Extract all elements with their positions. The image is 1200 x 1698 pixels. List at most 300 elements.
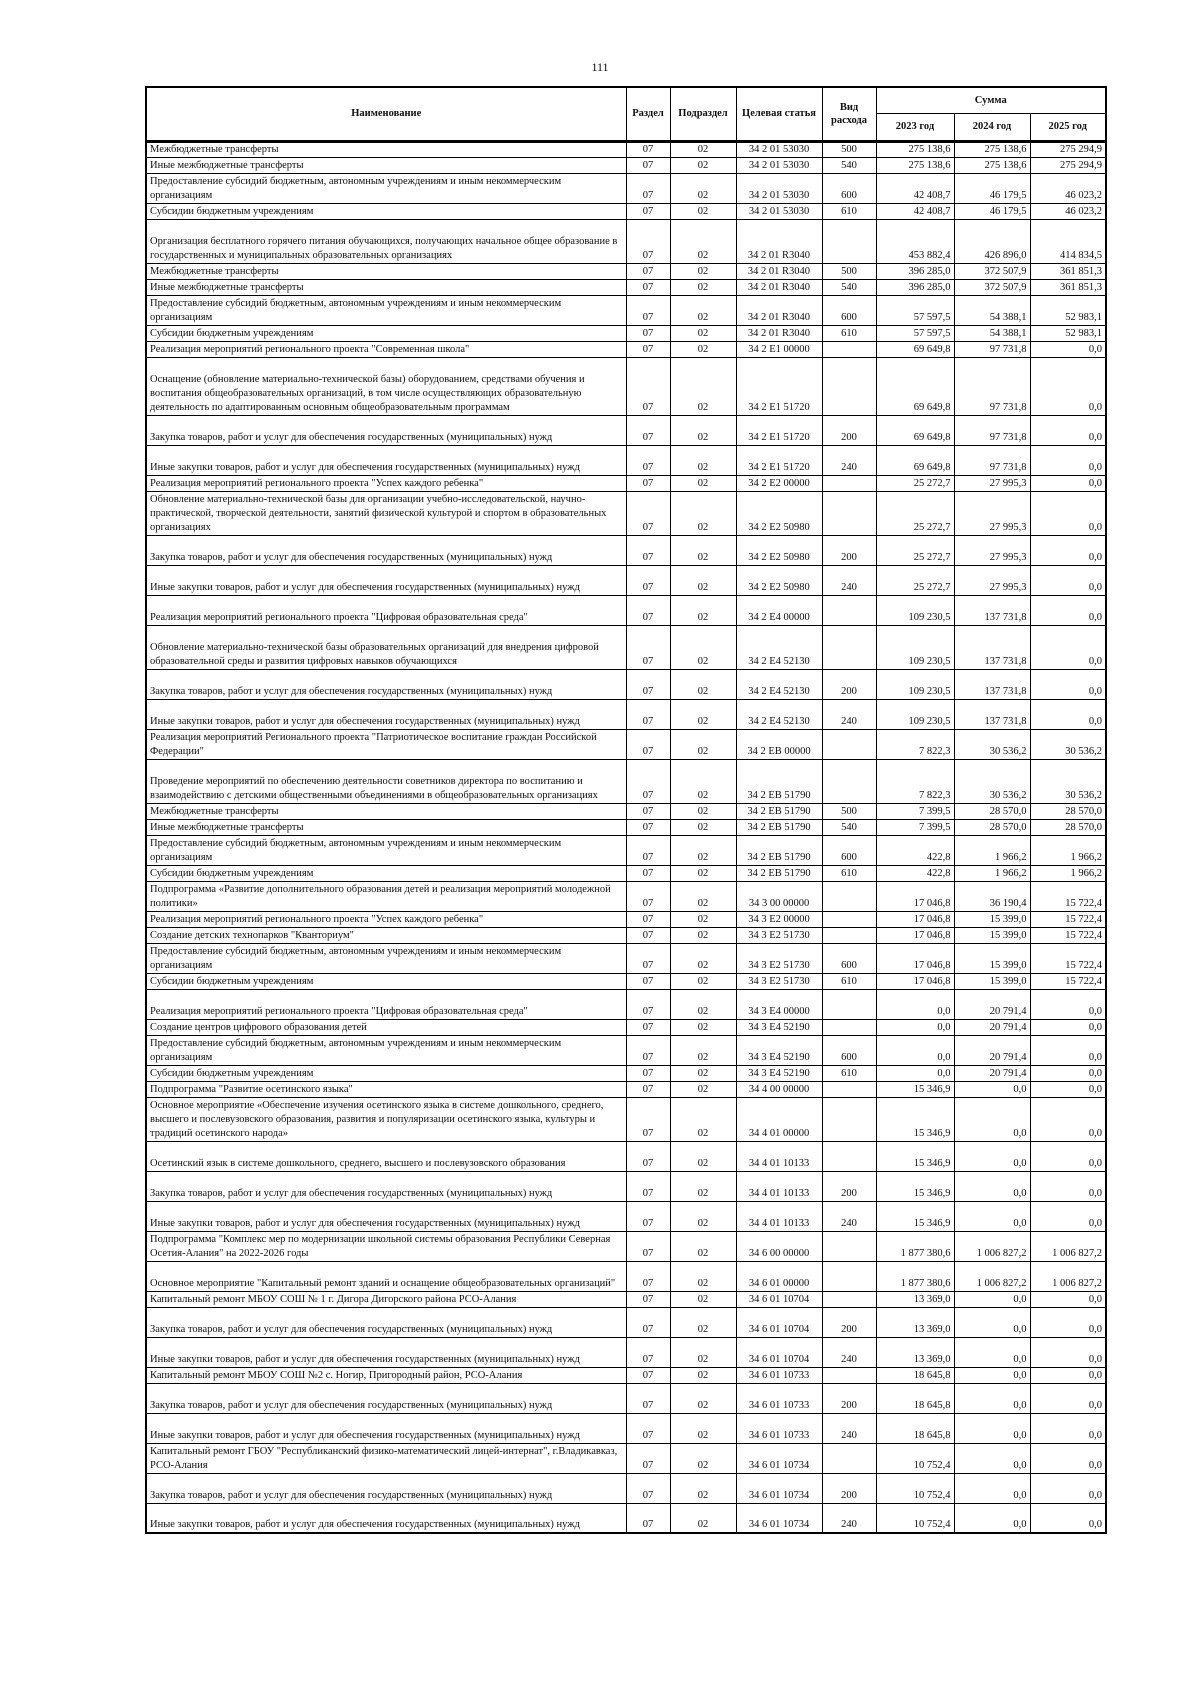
row-subsection: 02 [670,341,736,357]
row-expense-type [822,759,876,803]
row-sum-2025: 0,0 [1030,699,1106,729]
row-sum-2025: 0,0 [1030,1291,1106,1307]
row-name: Иные межбюджетные трансферты [146,819,626,835]
row-sum-2025: 0,0 [1030,595,1106,625]
row-subsection: 02 [670,835,736,865]
row-sum-2024: 15 399,0 [954,927,1030,943]
row-target-article: 34 2 E1 51720 [736,445,822,475]
row-sum-2024: 20 791,4 [954,1035,1030,1065]
row-sum-2024: 30 536,2 [954,759,1030,803]
row-subsection: 02 [670,803,736,819]
table-row [146,1081,1106,1097]
row-name: Межбюджетные трансферты [146,803,626,819]
row-sum-2023: 396 285,0 [876,279,954,295]
table-row [146,1473,1106,1503]
table-row [146,989,1106,1019]
row-expense-type: 610 [822,1065,876,1081]
row-name: Предоставление субсидий бюджетным, автономным учреждениям и иным некоммерческим организациям [146,943,626,973]
row-name: Субсидии бюджетным учреждениям [146,865,626,881]
row-target-article: 34 2 E2 00000 [736,475,822,491]
row-expense-type: 610 [822,865,876,881]
row-target-article: 34 6 01 10734 [736,1503,822,1533]
row-sum-2024: 275 138,6 [954,141,1030,157]
table-row [146,729,1106,759]
row-subsection: 02 [670,625,736,669]
row-sum-2023: 453 882,4 [876,219,954,263]
row-expense-type [822,491,876,535]
row-expense-type [822,1081,876,1097]
row-section: 07 [626,669,670,699]
row-section: 07 [626,865,670,881]
row-sum-2024: 54 388,1 [954,295,1030,325]
table-row [146,1019,1106,1035]
row-expense-type [822,927,876,943]
row-sum-2023: 18 645,8 [876,1383,954,1413]
table-row [146,1171,1106,1201]
row-target-article: 34 2 01 R3040 [736,325,822,341]
row-subsection: 02 [670,157,736,173]
row-sum-2024: 372 507,9 [954,263,1030,279]
row-sum-2023: 69 649,8 [876,415,954,445]
row-sum-2024: 1 006 827,2 [954,1231,1030,1261]
table-row [146,1503,1106,1533]
row-target-article: 34 2 E1 51720 [736,415,822,445]
row-sum-2023: 42 408,7 [876,203,954,219]
table-body [146,141,1106,1533]
row-sum-2023: 109 230,5 [876,669,954,699]
row-sum-2023: 0,0 [876,1065,954,1081]
row-sum-2024: 0,0 [954,1503,1030,1533]
row-name: Межбюджетные трансферты [146,263,626,279]
row-subsection: 02 [670,595,736,625]
row-subsection: 02 [670,491,736,535]
table-row [146,1307,1106,1337]
row-sum-2024: 97 731,8 [954,341,1030,357]
row-section: 07 [626,1231,670,1261]
table-row [146,973,1106,989]
row-subsection: 02 [670,1383,736,1413]
row-name: Предоставление субсидий бюджетным, автономным учреждениям и иным некоммерческим организациям [146,835,626,865]
row-sum-2025: 15 722,4 [1030,927,1106,943]
table-row [146,865,1106,881]
table-row [146,141,1106,157]
table-row [146,759,1106,803]
row-name: Обновление материально-технической базы образовательных организаций для внедрения цифровой образовательной среды и развития цифровых навыков обучающихся [146,625,626,669]
row-section: 07 [626,1097,670,1141]
row-sum-2023: 15 346,9 [876,1097,954,1141]
table-row [146,445,1106,475]
row-sum-2025: 0,0 [1030,491,1106,535]
row-sum-2025: 0,0 [1030,535,1106,565]
header-subsection: Подраздел [670,87,736,141]
row-sum-2025: 0,0 [1030,565,1106,595]
row-expense-type: 200 [822,1383,876,1413]
row-target-article: 34 2 EB 51790 [736,759,822,803]
row-sum-2023: 18 645,8 [876,1367,954,1383]
row-expense-type: 240 [822,1503,876,1533]
row-sum-2024: 0,0 [954,1367,1030,1383]
row-sum-2024: 1 966,2 [954,865,1030,881]
row-sum-2024: 27 995,3 [954,565,1030,595]
row-section: 07 [626,759,670,803]
row-target-article: 34 2 E4 52130 [736,625,822,669]
row-sum-2023: 15 346,9 [876,1201,954,1231]
row-sum-2024: 97 731,8 [954,415,1030,445]
row-expense-type: 200 [822,415,876,445]
row-subsection: 02 [670,1307,736,1337]
row-section: 07 [626,1367,670,1383]
row-subsection: 02 [670,669,736,699]
row-sum-2024: 36 190,4 [954,881,1030,911]
row-subsection: 02 [670,1443,736,1473]
row-name: Основное мероприятие "Капитальный ремонт зданий и оснащение общеобразовательных организаций" [146,1261,626,1291]
row-sum-2025: 1 006 827,2 [1030,1231,1106,1261]
row-sum-2023: 69 649,8 [876,341,954,357]
header-year-2025: 2025 год [1030,113,1106,141]
row-expense-type [822,1019,876,1035]
row-section: 07 [626,173,670,203]
row-name: Подпрограмма «Развитие дополнительного образования детей и реализация мероприятий молодежной политики» [146,881,626,911]
row-sum-2024: 0,0 [954,1081,1030,1097]
row-section: 07 [626,1383,670,1413]
row-sum-2023: 109 230,5 [876,699,954,729]
row-subsection: 02 [670,1065,736,1081]
row-expense-type: 200 [822,1307,876,1337]
row-subsection: 02 [670,219,736,263]
row-sum-2023: 57 597,5 [876,295,954,325]
row-sum-2023: 13 369,0 [876,1291,954,1307]
row-subsection: 02 [670,295,736,325]
row-section: 07 [626,565,670,595]
row-sum-2024: 1 006 827,2 [954,1261,1030,1291]
row-sum-2024: 0,0 [954,1201,1030,1231]
row-section: 07 [626,911,670,927]
row-sum-2024: 20 791,4 [954,989,1030,1019]
row-sum-2025: 1 966,2 [1030,835,1106,865]
table-row [146,415,1106,445]
row-sum-2025: 275 294,9 [1030,141,1106,157]
row-section: 07 [626,219,670,263]
row-target-article: 34 2 01 R3040 [736,279,822,295]
row-name: Предоставление субсидий бюджетным, автономным учреждениям и иным некоммерческим организациям [146,1035,626,1065]
row-expense-type [822,357,876,415]
row-sum-2024: 137 731,8 [954,699,1030,729]
row-sum-2025: 52 983,1 [1030,325,1106,341]
row-expense-type [822,1367,876,1383]
row-target-article: 34 6 01 10733 [736,1383,822,1413]
row-name: Реализация мероприятий регионального проекта "Современная школа" [146,341,626,357]
row-sum-2023: 57 597,5 [876,325,954,341]
row-expense-type: 240 [822,1413,876,1443]
row-section: 07 [626,475,670,491]
row-sum-2023: 0,0 [876,1035,954,1065]
row-sum-2024: 137 731,8 [954,625,1030,669]
row-name: Иные закупки товаров, работ и услуг для обеспечения государственных (муниципальных) нужд [146,565,626,595]
row-sum-2025: 0,0 [1030,1367,1106,1383]
row-target-article: 34 2 01 53030 [736,173,822,203]
row-name: Закупка товаров, работ и услуг для обеспечения государственных (муниципальных) нужд [146,1307,626,1337]
row-expense-type [822,1097,876,1141]
row-target-article: 34 3 E4 52190 [736,1019,822,1035]
row-name: Капитальный ремонт ГБОУ "Республиканский физико-математический лицей-интернат", г.Владикавказ, РСО-Алания [146,1443,626,1473]
row-sum-2025: 52 983,1 [1030,295,1106,325]
row-sum-2024: 15 399,0 [954,943,1030,973]
row-sum-2023: 275 138,6 [876,157,954,173]
row-name: Субсидии бюджетным учреждениям [146,325,626,341]
row-name: Оснащение (обновление материально-технической базы) оборудованием, средствами обучения и воспитания общеобразовательных организаций, в том числе осуществляющих образовательную деятельность по адаптированным основным общеобразовательным программам [146,357,626,415]
row-sum-2024: 30 536,2 [954,729,1030,759]
row-section: 07 [626,835,670,865]
row-expense-type: 200 [822,1473,876,1503]
row-target-article: 34 2 01 53030 [736,141,822,157]
row-expense-type: 600 [822,1035,876,1065]
row-expense-type [822,911,876,927]
row-sum-2025: 0,0 [1030,625,1106,669]
table-row [146,911,1106,927]
header-section: Раздел [626,87,670,141]
table-row [146,491,1106,535]
row-target-article: 34 2 E2 50980 [736,535,822,565]
row-sum-2023: 25 272,7 [876,535,954,565]
row-expense-type: 610 [822,325,876,341]
row-section: 07 [626,927,670,943]
row-target-article: 34 3 00 00000 [736,881,822,911]
row-section: 07 [626,445,670,475]
row-sum-2023: 17 046,8 [876,973,954,989]
row-target-article: 34 3 E2 51730 [736,943,822,973]
row-expense-type [822,219,876,263]
row-section: 07 [626,1201,670,1231]
row-subsection: 02 [670,475,736,491]
row-target-article: 34 2 EB 51790 [736,819,822,835]
row-name: Подпрограмма "Развитие осетинского языка" [146,1081,626,1097]
row-sum-2023: 422,8 [876,865,954,881]
row-name: Подпрограмма "Комплекс мер по модернизации школьной системы образования Республики Северная Осетия-Алания" на 2022-2026 годы [146,1231,626,1261]
header-sum: Сумма [876,87,1106,113]
row-target-article: 34 2 EB 51790 [736,803,822,819]
row-subsection: 02 [670,535,736,565]
row-expense-type: 500 [822,803,876,819]
row-name: Иные закупки товаров, работ и услуг для обеспечения государственных (муниципальных) нужд [146,1413,626,1443]
row-sum-2025: 0,0 [1030,415,1106,445]
table-row [146,295,1106,325]
budget-table [145,86,1107,1534]
row-sum-2023: 109 230,5 [876,625,954,669]
row-target-article: 34 6 01 10733 [736,1367,822,1383]
row-sum-2024: 0,0 [954,1383,1030,1413]
table-row [146,595,1106,625]
table-row [146,1383,1106,1413]
row-name: Осетинский язык в системе дошкольного, среднего, высшего и послевузовского образования [146,1141,626,1171]
row-expense-type [822,1291,876,1307]
row-section: 07 [626,157,670,173]
row-name: Иные закупки товаров, работ и услуг для обеспечения государственных (муниципальных) нужд [146,699,626,729]
row-sum-2023: 15 346,9 [876,1141,954,1171]
row-target-article: 34 4 01 10133 [736,1141,822,1171]
row-subsection: 02 [670,865,736,881]
row-section: 07 [626,1019,670,1035]
row-section: 07 [626,1503,670,1533]
row-expense-type [822,1261,876,1291]
row-subsection: 02 [670,1337,736,1367]
row-target-article: 34 2 EB 51790 [736,835,822,865]
row-expense-type: 240 [822,699,876,729]
row-expense-type: 500 [822,141,876,157]
row-name: Иные закупки товаров, работ и услуг для обеспечения государственных (муниципальных) нужд [146,1201,626,1231]
table-row [146,943,1106,973]
row-target-article: 34 2 01 R3040 [736,219,822,263]
row-subsection: 02 [670,565,736,595]
row-sum-2023: 10 752,4 [876,1473,954,1503]
row-subsection: 02 [670,1473,736,1503]
row-subsection: 02 [670,1231,736,1261]
row-target-article: 34 3 E4 52190 [736,1035,822,1065]
table-row [146,1231,1106,1261]
table-row [146,173,1106,203]
row-subsection: 02 [670,141,736,157]
table-row [146,535,1106,565]
row-sum-2025: 361 851,3 [1030,279,1106,295]
row-subsection: 02 [670,203,736,219]
row-subsection: 02 [670,1367,736,1383]
table-row [146,565,1106,595]
table-row [146,1413,1106,1443]
row-sum-2025: 15 722,4 [1030,911,1106,927]
row-subsection: 02 [670,263,736,279]
row-sum-2023: 17 046,8 [876,911,954,927]
table-row [146,325,1106,341]
row-sum-2024: 97 731,8 [954,445,1030,475]
row-sum-2023: 25 272,7 [876,491,954,535]
row-subsection: 02 [670,1035,736,1065]
row-section: 07 [626,973,670,989]
row-sum-2025: 0,0 [1030,341,1106,357]
row-expense-type: 610 [822,203,876,219]
row-target-article: 34 3 E2 51730 [736,927,822,943]
row-sum-2024: 15 399,0 [954,911,1030,927]
table-row [146,1367,1106,1383]
row-sum-2024: 20 791,4 [954,1019,1030,1035]
row-name: Реализация мероприятий регионального проекта "Успех каждого ребенка" [146,911,626,927]
row-subsection: 02 [670,279,736,295]
table-row [146,1201,1106,1231]
row-sum-2024: 275 138,6 [954,157,1030,173]
row-sum-2025: 414 834,5 [1030,219,1106,263]
row-subsection: 02 [670,1503,736,1533]
row-sum-2024: 0,0 [954,1097,1030,1141]
row-sum-2023: 396 285,0 [876,263,954,279]
row-expense-type [822,595,876,625]
row-subsection: 02 [670,1019,736,1035]
row-section: 07 [626,819,670,835]
row-sum-2023: 18 645,8 [876,1413,954,1443]
row-section: 07 [626,295,670,325]
row-sum-2023: 275 138,6 [876,141,954,157]
row-section: 07 [626,699,670,729]
row-target-article: 34 6 01 10734 [736,1473,822,1503]
row-sum-2025: 0,0 [1030,1503,1106,1533]
row-subsection: 02 [670,819,736,835]
row-target-article: 34 2 01 R3040 [736,295,822,325]
table-row [146,475,1106,491]
row-target-article: 34 2 EB 00000 [736,729,822,759]
page-number: 111 [591,60,609,74]
table-row [146,279,1106,295]
row-subsection: 02 [670,989,736,1019]
row-sum-2025: 28 570,0 [1030,819,1106,835]
row-name: Реализация мероприятий регионального проекта "Успех каждого ребенка" [146,475,626,491]
row-expense-type: 600 [822,835,876,865]
row-name: Создание детских технопарков "Кванториум" [146,927,626,943]
row-target-article: 34 2 01 53030 [736,203,822,219]
table-row [146,1261,1106,1291]
table-row [146,835,1106,865]
row-sum-2025: 0,0 [1030,1171,1106,1201]
row-sum-2024: 137 731,8 [954,669,1030,699]
table-row [146,341,1106,357]
row-name: Субсидии бюджетным учреждениям [146,203,626,219]
row-target-article: 34 2 E1 00000 [736,341,822,357]
row-expense-type [822,989,876,1019]
row-section: 07 [626,279,670,295]
row-section: 07 [626,1291,670,1307]
row-sum-2025: 0,0 [1030,1097,1106,1141]
row-subsection: 02 [670,881,736,911]
row-sum-2023: 1 877 380,6 [876,1231,954,1261]
row-sum-2024: 15 399,0 [954,973,1030,989]
row-section: 07 [626,943,670,973]
row-name: Иные межбюджетные трансферты [146,157,626,173]
row-name: Закупка товаров, работ и услуг для обеспечения государственных (муниципальных) нужд [146,535,626,565]
row-sum-2024: 46 179,5 [954,173,1030,203]
row-subsection: 02 [670,911,736,927]
row-sum-2024: 137 731,8 [954,595,1030,625]
table-row [146,357,1106,415]
row-sum-2024: 0,0 [954,1291,1030,1307]
row-sum-2025: 0,0 [1030,1443,1106,1473]
table-row [146,1443,1106,1473]
row-subsection: 02 [670,1261,736,1291]
row-sum-2024: 0,0 [954,1443,1030,1473]
row-sum-2025: 30 536,2 [1030,729,1106,759]
row-expense-type: 240 [822,1337,876,1367]
row-name: Закупка товаров, работ и услуг для обеспечения государственных (муниципальных) нужд [146,415,626,445]
row-sum-2025: 361 851,3 [1030,263,1106,279]
row-target-article: 34 4 00 00000 [736,1081,822,1097]
row-sum-2024: 27 995,3 [954,535,1030,565]
row-subsection: 02 [670,1291,736,1307]
row-subsection: 02 [670,1171,736,1201]
table-row [146,1065,1106,1081]
row-name: Иные закупки товаров, работ и услуг для обеспечения государственных (муниципальных) нужд [146,1503,626,1533]
row-subsection: 02 [670,1201,736,1231]
row-sum-2023: 109 230,5 [876,595,954,625]
row-sum-2025: 0,0 [1030,1473,1106,1503]
row-section: 07 [626,729,670,759]
row-sum-2025: 275 294,9 [1030,157,1106,173]
row-sum-2024: 0,0 [954,1473,1030,1503]
row-sum-2023: 13 369,0 [876,1337,954,1367]
row-sum-2023: 17 046,8 [876,881,954,911]
row-subsection: 02 [670,1141,736,1171]
row-expense-type: 200 [822,669,876,699]
row-sum-2025: 0,0 [1030,1141,1106,1171]
row-subsection: 02 [670,1413,736,1443]
row-name: Реализация мероприятий регионального проекта "Цифровая образовательная среда" [146,595,626,625]
row-target-article: 34 2 E2 50980 [736,491,822,535]
row-section: 07 [626,1035,670,1065]
row-name: Иные закупки товаров, работ и услуг для обеспечения государственных (муниципальных) нужд [146,445,626,475]
